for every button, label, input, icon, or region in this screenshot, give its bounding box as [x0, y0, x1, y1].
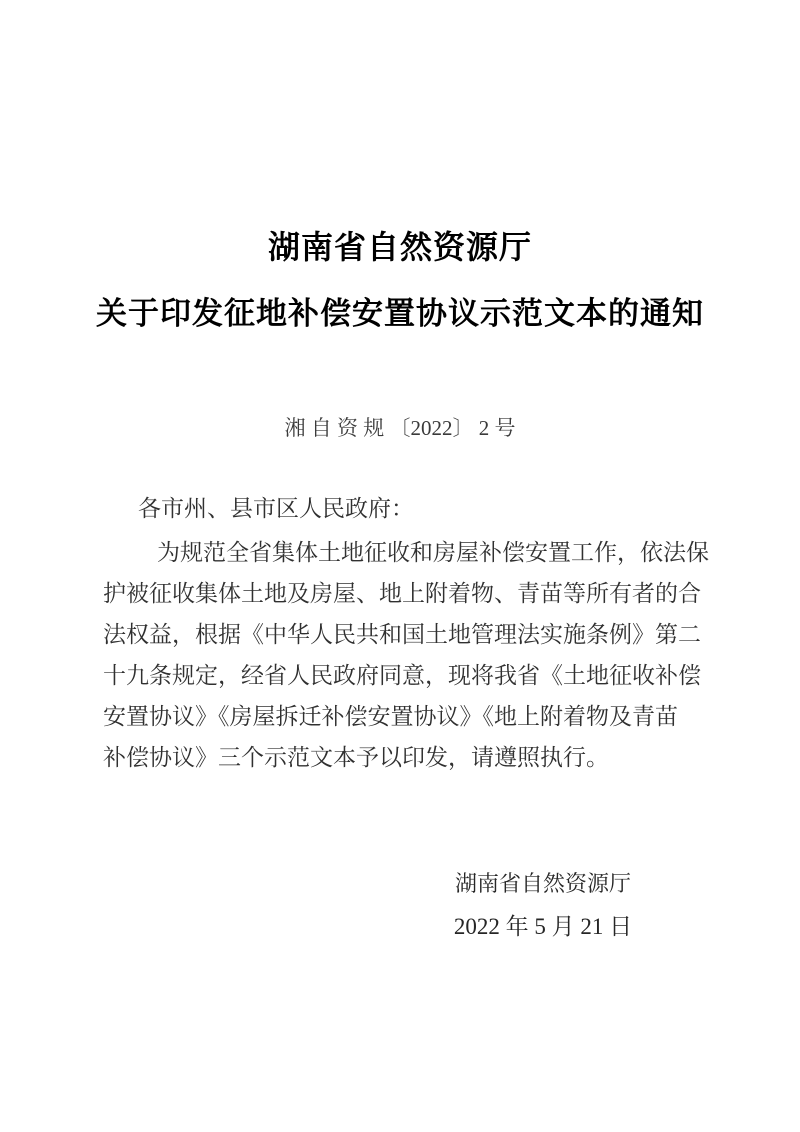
signature-organization: 湖南省自然资源厅 — [454, 871, 631, 896]
body-line-2: 护被征收集体土地及房屋、地上附着物、青苗等所有者的合 — [103, 581, 701, 606]
salutation: 各市州、县市区人民政府： — [138, 496, 414, 521]
document-title-organization: 湖南省自然资源厅 — [267, 229, 532, 265]
document-title-subject: 关于印发征地补偿安置协议示范文本的通知 — [96, 296, 704, 331]
body-paragraph — [103, 532, 743, 778]
body-line-1: 为规范全省集体土地征收和房屋补偿安置工作，依法保 — [157, 540, 709, 565]
body-line-6: 补偿协议》三个示范文本予以印发，请遵照执行。 — [103, 745, 609, 770]
body-line-3: 法权益，根据《中华人民共和国土地管理法实施条例》第二 — [103, 622, 701, 647]
document-number: 湘 自 资 规 〔2022〕 2 号 — [284, 416, 516, 440]
signature-block — [393, 862, 693, 948]
signature-date: 2022 年 5 月 21 日 — [453, 914, 633, 939]
body-line-5: 安置协议》《房屋拆迁补偿安置协议》《地上附着物及青苗 — [103, 704, 678, 729]
body-line-4: 十九条规定，经省人民政府同意，现将我省《土地征收补偿 — [103, 663, 701, 688]
